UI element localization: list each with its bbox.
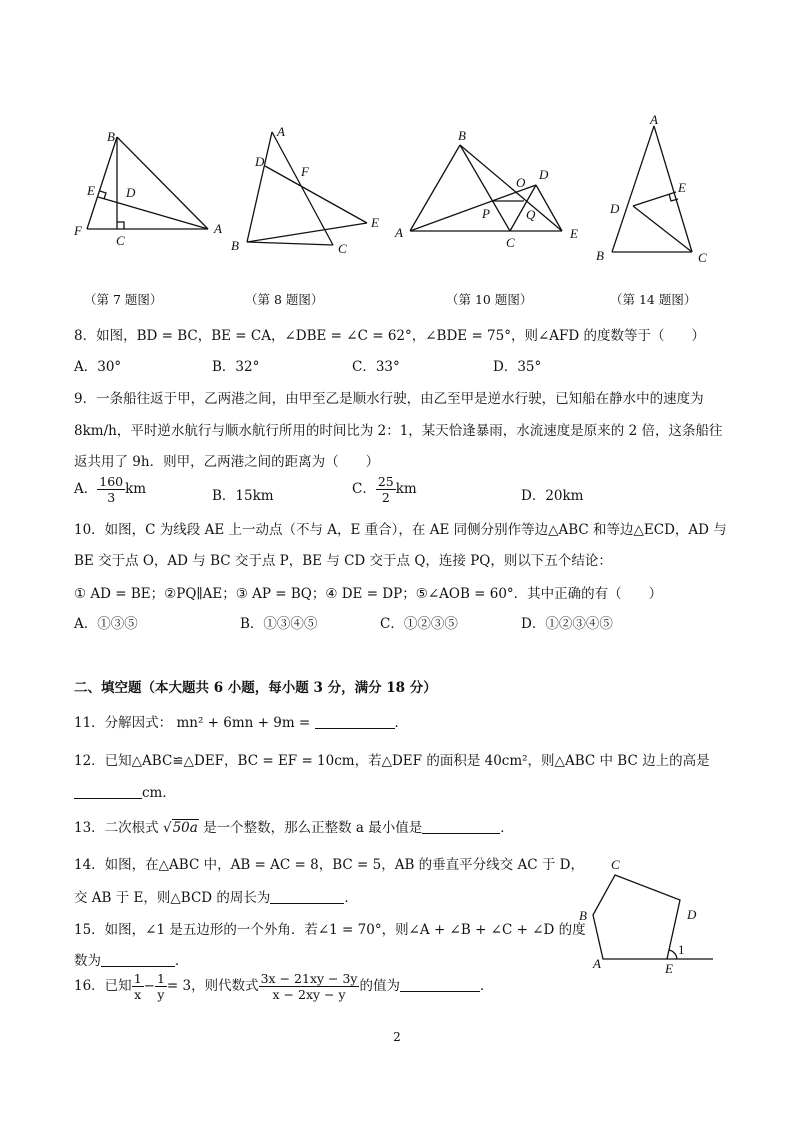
fig15-label-B: B bbox=[579, 908, 587, 923]
fig7-label-F: F bbox=[74, 223, 82, 238]
q10-option-a: A．①③⑤ bbox=[74, 616, 138, 632]
q14-answer-blank[interactable] bbox=[270, 889, 344, 904]
q16-end: ． bbox=[479, 978, 494, 994]
q9-option-a-label: A． bbox=[74, 481, 98, 497]
fig15-label-angle-1: 1 bbox=[678, 942, 685, 957]
q9-option-a-denominator: 3 bbox=[107, 490, 116, 505]
q16 bbox=[74, 971, 493, 1002]
q13 bbox=[74, 816, 514, 836]
q10-option-c: C．①②③⑤ bbox=[380, 616, 458, 632]
q15-line-1: 15．如图，∠1 是五边形的一个外角．若∠1 = 70°，则∠A + ∠B + ∠C + ∠D 的度 bbox=[74, 922, 586, 938]
fig7-label-A: A bbox=[214, 221, 222, 236]
figure-10-caption: （第 10 题图） bbox=[446, 292, 533, 307]
figure-7-caption: （第 7 题图） bbox=[84, 292, 163, 307]
q13-pre: 13．二次根式 bbox=[74, 820, 159, 836]
fig14-label-D: D bbox=[610, 201, 620, 216]
q11 bbox=[74, 711, 408, 731]
q8-option-c: C．33° bbox=[352, 359, 400, 375]
fig10-label-Q: Q bbox=[526, 207, 536, 222]
q16-f2-num: 1 bbox=[156, 971, 165, 986]
q16-minus: − bbox=[143, 978, 155, 994]
q16-f3-den: x − 2xy − y bbox=[272, 987, 346, 1002]
q15-line-2 bbox=[74, 949, 189, 969]
q10-line-1: 10．如图，C 为线段 AE 上一动点（不与 A，E 重合），在 AE 同侧分别作等边△ABC 和等边△ECD，AD 与 bbox=[74, 522, 727, 538]
q16-eq: = 3，则代数式 bbox=[166, 978, 259, 994]
q11-text: 11．分解因式： mn² + 6mn + 9m = bbox=[74, 715, 311, 731]
fig15-label-E: E bbox=[665, 961, 673, 976]
fig15-label-A: A bbox=[593, 956, 601, 971]
q9-line-3: 返共用了 9h．则甲，乙两港之间的距离为（ ） bbox=[74, 454, 380, 470]
q16-pre: 16．已知 bbox=[74, 978, 132, 994]
q12-answer-blank[interactable] bbox=[74, 784, 142, 799]
q11-end: ． bbox=[394, 715, 409, 731]
q13-radical bbox=[163, 819, 199, 836]
sqrt-icon: √ bbox=[162, 820, 172, 836]
q14-text: 交 AB 于 E，则△BCD 的周长为 bbox=[74, 890, 271, 906]
q13-post: 是一个整数，那么正整数 a 最小值是 bbox=[203, 820, 423, 836]
q13-answer-blank[interactable] bbox=[422, 819, 500, 834]
q8-stem: 8．如图，BD = BC，BE = CA，∠DBE = ∠C = 62°，∠BDE = 75°，则∠AFD 的度数等于（ ） bbox=[74, 328, 706, 344]
q9-option-c bbox=[352, 474, 417, 505]
fig10-label-B: B bbox=[458, 128, 466, 143]
q9-line-1: 9．一条船往返于甲，乙两港之间，由甲至乙是顺水行驶，由乙至甲是逆水行驶，已知船在静水中的速度为 bbox=[74, 391, 704, 407]
q11-answer-blank[interactable] bbox=[315, 714, 395, 729]
figure-10 bbox=[390, 125, 590, 250]
fig14-label-E: E bbox=[678, 180, 686, 195]
q9-option-c-label: C． bbox=[352, 481, 376, 497]
fig10-label-O: O bbox=[516, 175, 526, 190]
q16-f3-num: 3x − 21xy − 3y bbox=[260, 971, 358, 986]
q10-line-2: BE 交于点 O，AD 与 BC 交于点 P，BE 与 CD 交于点 Q，连接 PQ，则以下五个结论： bbox=[74, 553, 612, 569]
figure-7 bbox=[70, 125, 230, 250]
q9-option-d: D．20km bbox=[521, 488, 584, 504]
fig8-label-F: F bbox=[301, 164, 309, 179]
q8-option-d: D．35° bbox=[493, 359, 542, 375]
fig8-label-E: E bbox=[371, 215, 379, 230]
fig10-label-P: P bbox=[482, 206, 490, 221]
q9-option-a-fraction bbox=[97, 474, 125, 505]
q12-end: cm． bbox=[142, 785, 176, 801]
fig15-label-C: C bbox=[611, 857, 620, 872]
fig7-label-E: E bbox=[87, 183, 95, 198]
q14-line-1: 14．如图，在△ABC 中，AB = AC = 8，BC = 5，AB 的垂直平分线交 AC 于 D， bbox=[74, 857, 584, 873]
figure-14-caption: （第 14 题图） bbox=[610, 292, 697, 307]
fig10-label-D: D bbox=[539, 167, 549, 182]
q8-option-a: A．30° bbox=[74, 359, 122, 375]
q13-end: ． bbox=[500, 820, 514, 836]
q16-fraction-3 bbox=[259, 971, 360, 1002]
fig14-label-B: B bbox=[596, 248, 604, 263]
q10-option-d: D．①②③④⑤ bbox=[521, 616, 613, 632]
section-2-heading: 二、填空题（本大题共 6 小题，每小题 3 分，满分 18 分） bbox=[74, 680, 437, 696]
q9-option-c-fraction bbox=[376, 474, 396, 505]
figure-8-caption: （第 8 题图） bbox=[245, 292, 324, 307]
q8-option-b: B．32° bbox=[212, 359, 260, 375]
q9-option-a-unit: km bbox=[125, 481, 147, 497]
q10-option-b: B．①③④⑤ bbox=[240, 616, 318, 632]
fig14-label-C: C bbox=[698, 250, 707, 265]
figure-14 bbox=[592, 112, 722, 267]
q15-text: 数为 bbox=[74, 953, 101, 969]
q9-option-a-numerator: 160 bbox=[99, 474, 124, 489]
fig14-label-A: A bbox=[650, 112, 658, 127]
q9-option-c-unit: km bbox=[395, 481, 417, 497]
fig7-label-B: B bbox=[107, 129, 115, 144]
q15-answer-blank[interactable] bbox=[101, 952, 175, 967]
q9-option-a bbox=[74, 474, 146, 505]
q9-option-b: B．15km bbox=[212, 488, 274, 504]
q14-end: ． bbox=[344, 890, 358, 906]
fig8-label-C: C bbox=[338, 241, 347, 255]
fig10-label-A: A bbox=[395, 225, 403, 240]
fig8-label-B: B bbox=[231, 238, 239, 253]
q12-line-1: 12．已知△ABC≌△DEF，BC = EF = 10cm，若△DEF 的面积是 40cm²，则△ABC 中 BC 边上的高是 bbox=[74, 753, 710, 769]
fig10-label-E: E bbox=[570, 226, 578, 241]
q14-line-2 bbox=[74, 886, 358, 906]
q13-radicand: 50a bbox=[172, 820, 198, 836]
figure-15 bbox=[575, 855, 720, 980]
fig10-label-C: C bbox=[506, 235, 515, 250]
fig15-label-D: D bbox=[687, 907, 697, 922]
fig8-label-A: A bbox=[277, 124, 285, 139]
q16-f1-den: x bbox=[134, 987, 142, 1002]
figure-8 bbox=[225, 120, 390, 255]
q16-post: 的值为 bbox=[359, 978, 400, 994]
fig8-label-D: D bbox=[255, 154, 265, 169]
q12-line-2 bbox=[74, 781, 176, 801]
q9-option-c-denominator: 2 bbox=[381, 490, 390, 505]
q16-f2-den: y bbox=[157, 987, 165, 1002]
q15-end: ． bbox=[175, 953, 189, 969]
q9-line-2: 8km/h，平时逆水航行与顺水航行所用的时间比为 2：1，某天恰逢暴雨，水流速度是原来的 2 倍，这条船往 bbox=[74, 423, 723, 439]
fig7-label-C: C bbox=[116, 233, 125, 248]
q16-fraction-1 bbox=[132, 971, 144, 1002]
q16-answer-blank[interactable] bbox=[400, 977, 480, 992]
q10-line-3: ① AD = BE；②PQ∥AE；③ AP = BQ；④ DE = DP；⑤∠AOB = 60°．其中正确的有（ ） bbox=[74, 586, 663, 602]
q16-fraction-2 bbox=[155, 971, 167, 1002]
q16-f1-num: 1 bbox=[133, 971, 142, 986]
page-number: 2 bbox=[393, 1030, 401, 1044]
fig7-label-D: D bbox=[126, 185, 136, 200]
q9-option-c-numerator: 25 bbox=[377, 474, 394, 489]
